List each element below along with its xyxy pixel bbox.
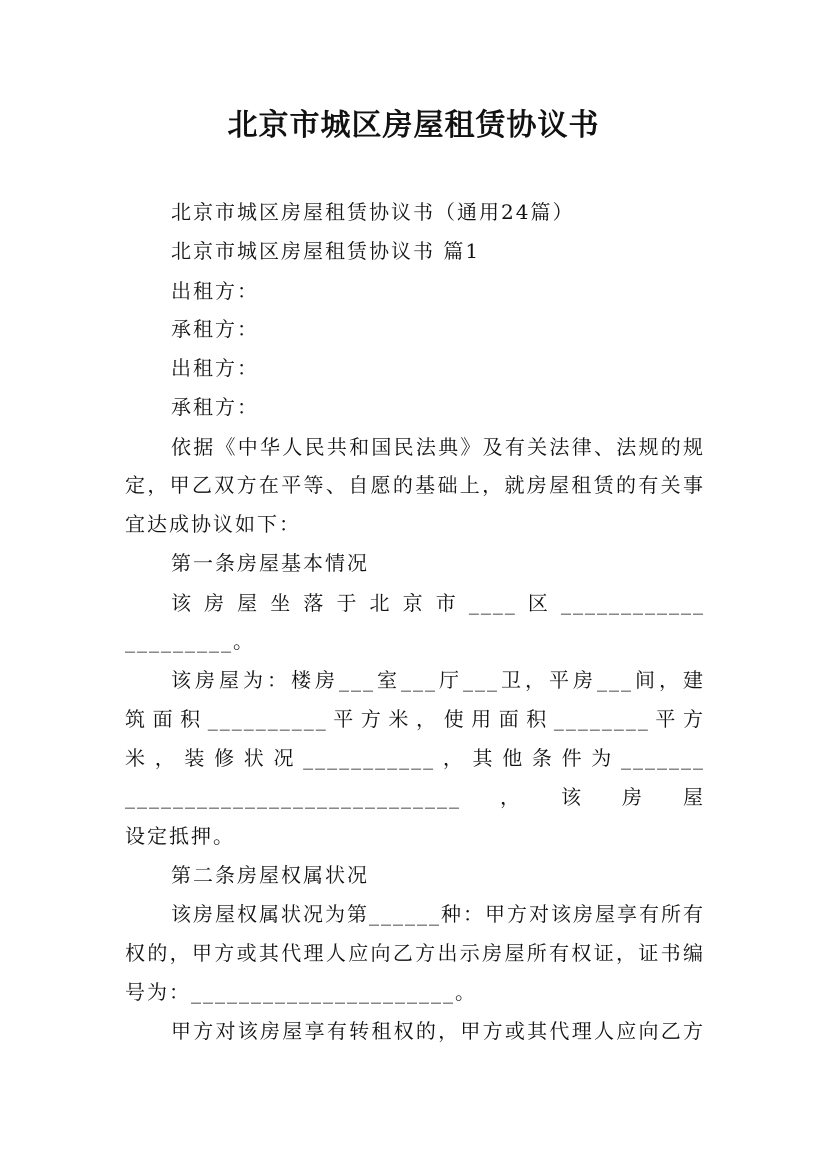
section-heading: 第一条房屋基本情况 [171, 551, 369, 575]
paragraph-line: 号为：______________________。 [125, 980, 477, 1004]
paragraph-line: 宜达成协议如下： [125, 512, 301, 536]
paragraph-line: 北京市城区房屋租赁协议书 篇1 [171, 239, 481, 263]
paragraph-line: 米，装修状况___________，其他条件为_______ [125, 746, 705, 770]
paragraph-line: 出租方： [171, 356, 259, 380]
paragraph-line: 承租方： [171, 317, 259, 341]
section-heading: 第二条房屋权属状况 [171, 863, 369, 887]
paragraph-line: 筑面积__________平方米，使用面积________平方 [125, 707, 705, 731]
paragraph-line: 定，甲乙双方在平等、自愿的基础上，就房屋租赁的有关事 [125, 473, 705, 497]
paragraph-line: 出租方： [171, 279, 259, 303]
paragraph-line: _________。 [125, 629, 255, 653]
paragraph-line: 该房屋为：楼房___室___厅___卫，平房___间，建 [171, 668, 705, 692]
paragraph-line: 甲方对该房屋享有转租权的，甲方或其代理人应向乙方 [171, 1019, 705, 1043]
paragraph-line: ____________________________，该房屋 [125, 785, 705, 809]
paragraph-line: 该房屋坐落于北京市____区____________ [171, 591, 705, 615]
paragraph-line: 北京市城区房屋租赁协议书（通用24篇） [171, 200, 575, 224]
paragraph-line: 设定抵押。 [125, 824, 235, 848]
paragraph-line: 该房屋权属状况为第______种：甲方对该房屋享有所有 [171, 902, 705, 926]
paragraph-line: 承租方： [171, 395, 259, 419]
paragraph-line: 权的，甲方或其代理人应向乙方出示房屋所有权证，证书编 [125, 941, 705, 965]
document-title: 北京市城区房屋租赁协议书 [227, 108, 600, 143]
paragraph-line: 依据《中华人民共和国民法典》及有关法律、法规的规 [171, 435, 705, 459]
